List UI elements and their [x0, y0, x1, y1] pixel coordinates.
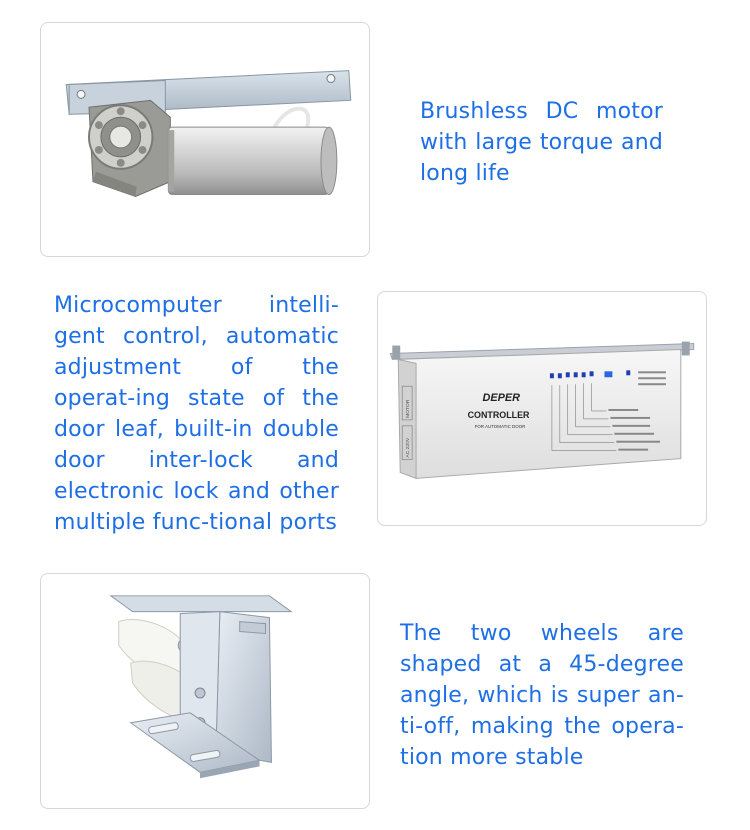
controller-subtitle-label: FOR AUTOMATIC DOOR: [474, 423, 526, 429]
controller-image-card: [377, 291, 707, 526]
controller-feature-text: Microcomputer intelli-gent control, automatic adjustment of the operat-ing state of the door leaf, built-in double door inter-lock and electronic lock and other multiple func-tional ports: [54, 293, 339, 535]
wheels-feature-text: The two wheels are shaped at a 45-degree angle, which is super an-ti-off, making the opera-tion more stable: [400, 621, 684, 770]
wheels-image-card: [40, 573, 370, 809]
motor-feature-text: Brushless DC motor with large torque and long life: [420, 99, 663, 186]
controller-box-illustration: [378, 292, 706, 525]
wheel-hanger-illustration: [41, 574, 369, 808]
controller-port-power-label: AC 220V: [406, 437, 412, 458]
controller-port-motor-label: MOTOR: [406, 399, 412, 418]
controller-brand-logo: DEPER: [482, 392, 521, 405]
motor-image-card: [40, 22, 370, 257]
controller-title-label: CONTROLLER: [467, 409, 530, 420]
brushless-motor-illustration: [41, 23, 369, 256]
